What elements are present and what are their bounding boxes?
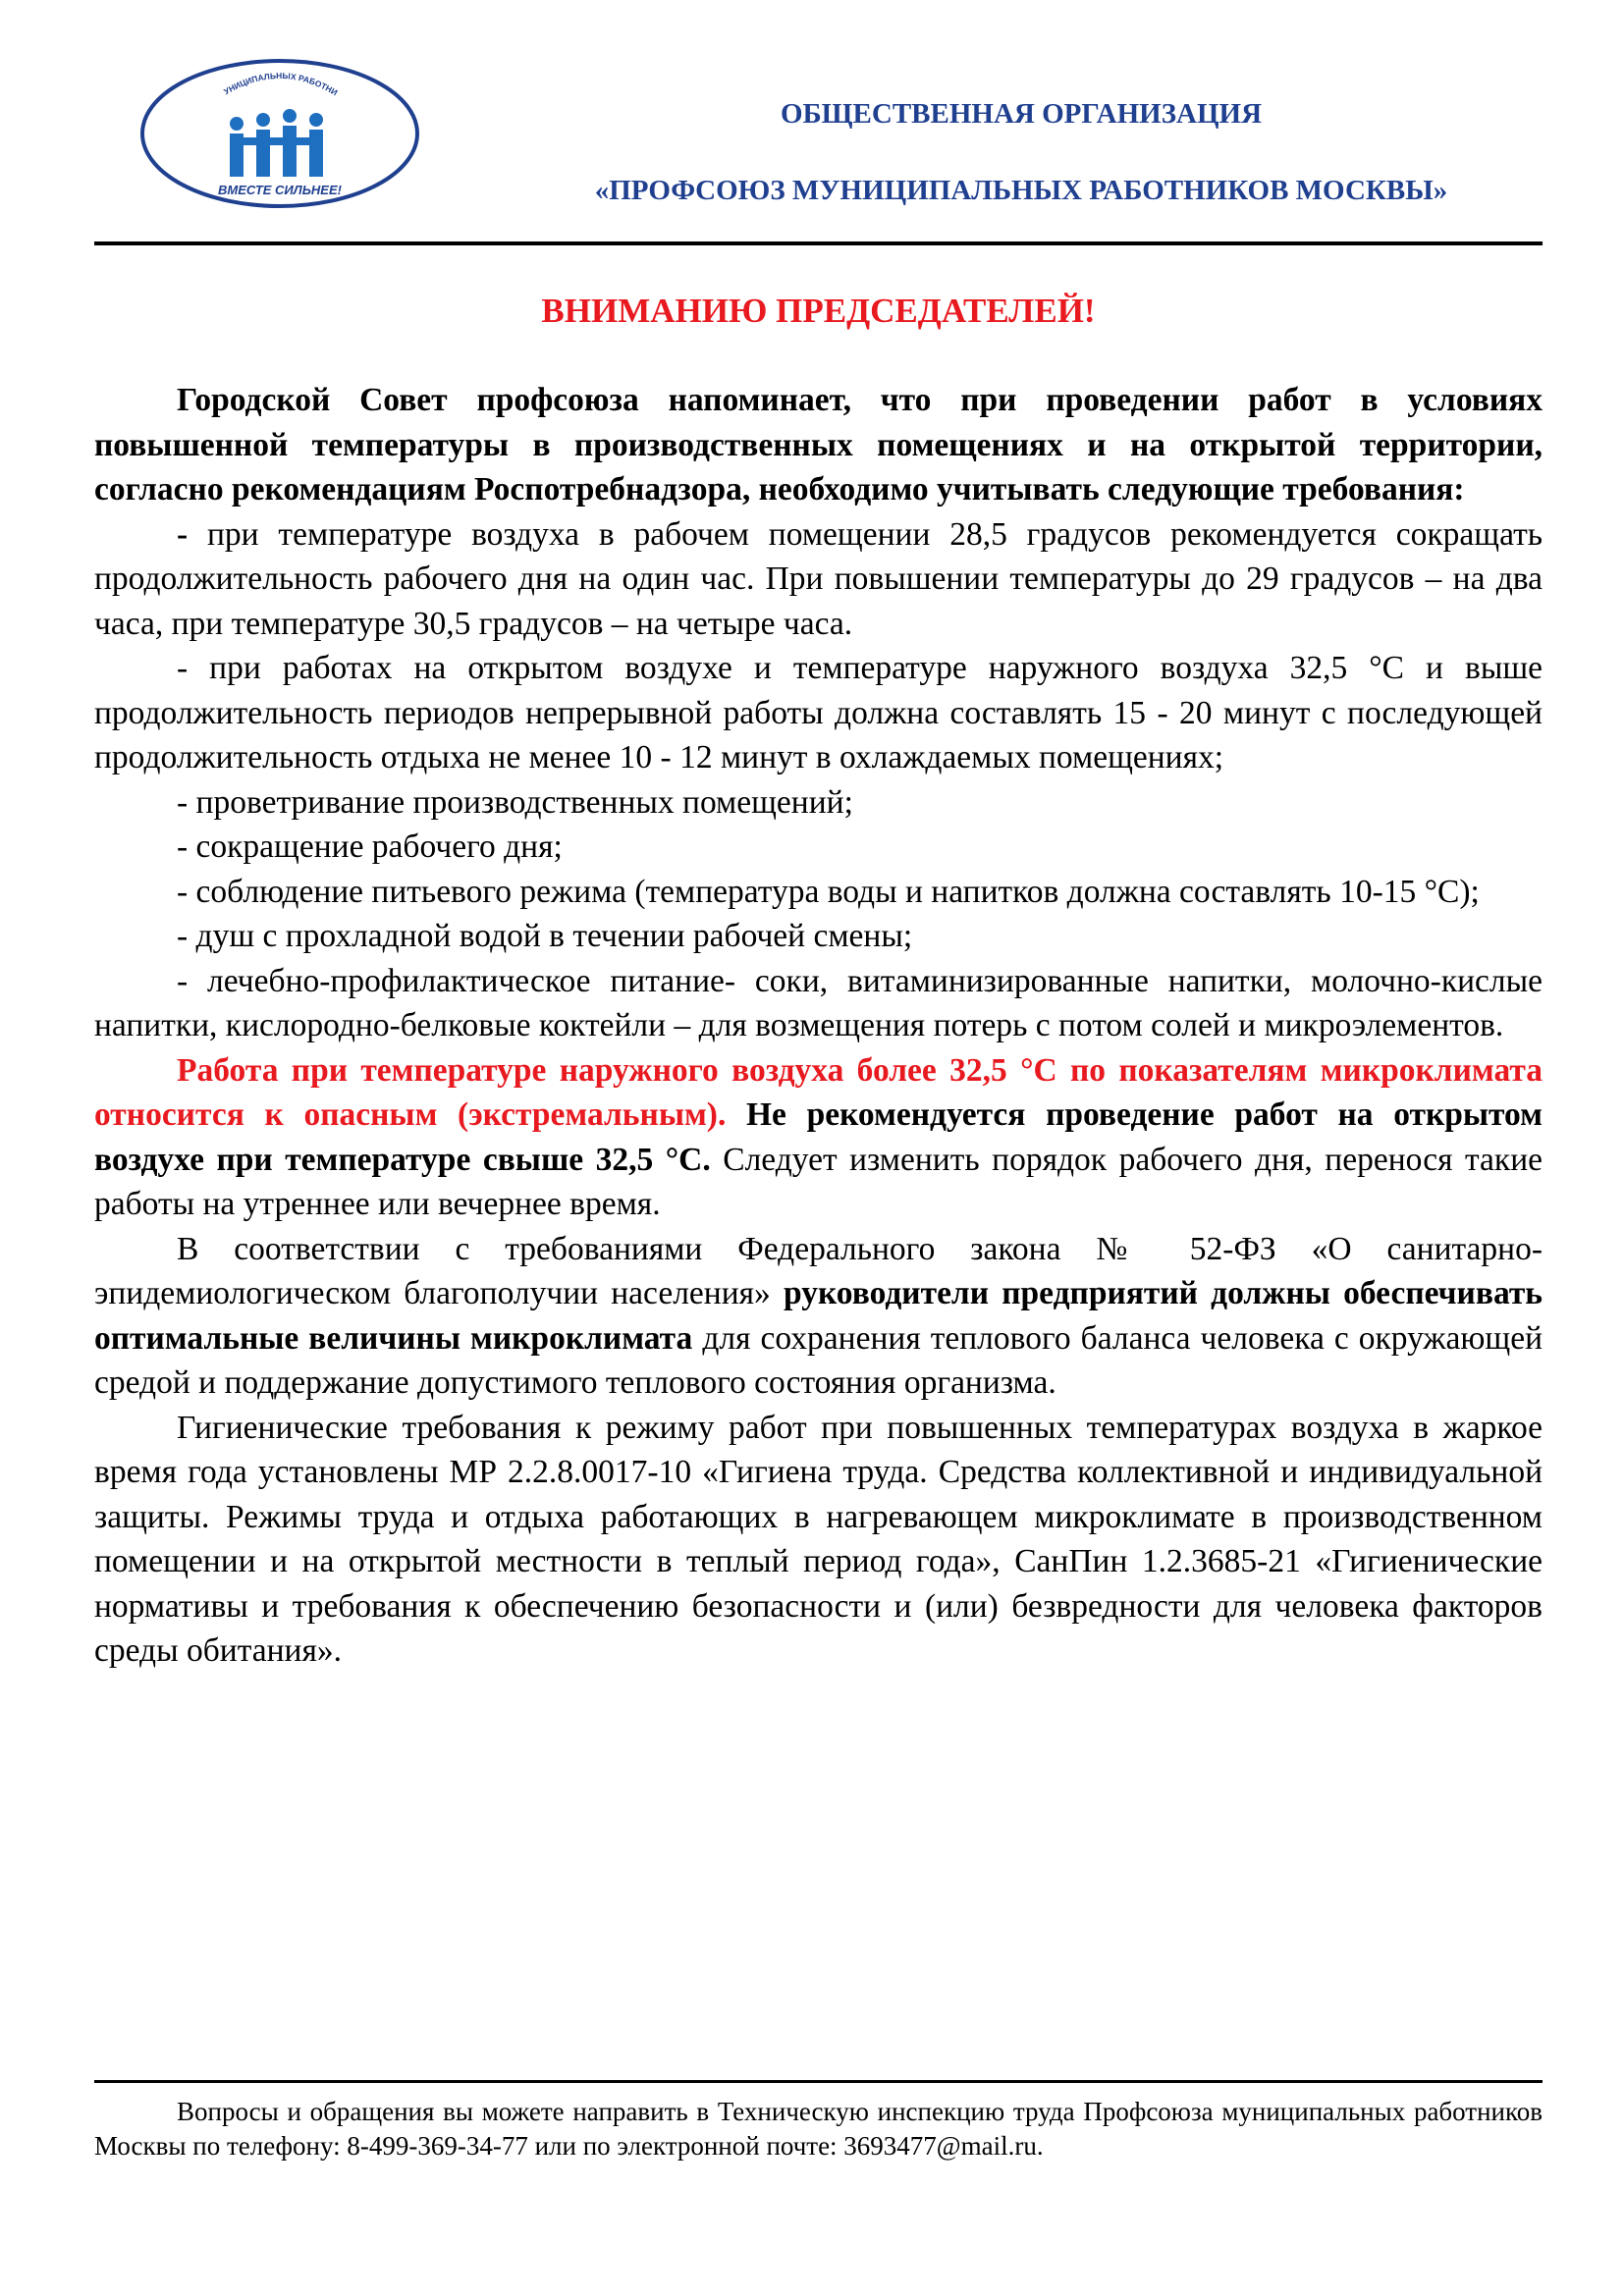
footer-divider bbox=[94, 2080, 1543, 2083]
page-title: ВНИМАНИЮ ПРЕДСЕДАТЕЛЕЙ! bbox=[541, 292, 1096, 330]
org-name-line1: ОБЩЕСТВЕННАЯ ОРГАНИЗАЦИЯ bbox=[780, 98, 1263, 130]
org-name-line2: «ПРОФСОЮЗ МУНИЦИПАЛЬНЫХ РАБОТНИКОВ МОСКВЫ» bbox=[594, 175, 1448, 206]
footer bbox=[94, 2095, 1543, 2163]
people-figures-icon bbox=[230, 109, 323, 177]
logo-arc-text: УНИЦИПАЛЬНЫХ РАБОТНИ bbox=[222, 70, 340, 98]
footer-contact-text: Вопросы и обращения вы можете направить в Техническую инспекцию труда Профсоюза муниципальных работников Москвы по телефону: 8-499-369-34-77 или по электронной почте: 3693477@mail.ru. bbox=[94, 2097, 1543, 2161]
item-dash: - bbox=[177, 515, 189, 553]
law-end-text: для сохранения теплового баланса человека с окружающей средой и поддержание допустимого теплового состояния организма. bbox=[94, 1319, 1543, 1401]
hygiene-paragraph: Гигиенические требования к режиму работ при повышенных температурах воздуха в жаркое время года установлены МР 2.2.8.0017-10 «Гигиена труда. Средства коллективной и индивидуальной защиты. Режимы труда и отдыха работающих в нагревающем микроклимате в производственном помещении и на открытой местности в теплый период года», СанПин 1.2.3685-21 «Гигиенические нормативы и требования к обеспечению безопасности и (или) безвредности для человека факторов среды обитания». bbox=[94, 1409, 1543, 1669]
requirement-item: - соблюдение питьевого режима (температура воды и напитков должна составлять 10-15 °С); bbox=[177, 873, 1480, 910]
intro-text: Городской Совет профсоюза напоминает, что при проведении работ в условиях повышенной температуры в производственных помещениях и на открытой территории, согласно рекомендациям Роспотребнадзора, необходимо учитывать следующие требования: bbox=[94, 382, 1543, 507]
requirement-item bbox=[94, 512, 1543, 647]
intro-paragraph bbox=[94, 378, 1543, 512]
requirement-item: - проветривание производственных помещений; bbox=[177, 783, 853, 821]
document-body bbox=[94, 378, 1543, 1674]
law-bold-text: руководители предприятий должны обеспечивать оптимальные величины микроклимата bbox=[94, 1275, 1543, 1357]
warning-rest-text: Следует изменить порядок рабочего дня, перенося такие работы на утреннее или вечернее время. bbox=[94, 1141, 1543, 1222]
requirement-item: - при работах на открытом воздухе и температуре наружного воздуха 32,5 °С и выше продолжительность периодов непрерывной работы должна составлять 15 - 20 минут с последующей продолжительность отдыха не менее 10 - 12 минут в охлаждаемых помещениях; bbox=[94, 650, 1543, 775]
law-paragraph bbox=[94, 1227, 1543, 1406]
warning-bold-text: Не рекомендуется проведение работ на открытом воздухе при температуре свыше 32,5 °С. bbox=[94, 1096, 1543, 1178]
requirement-item: - сокращение рабочего дня; bbox=[177, 828, 563, 865]
union-logo bbox=[137, 55, 422, 212]
warning-red-text: Работа при температуре наружного воздуха более 32,5 °С по показателям микроклимата относится к опасным (экстремальным). bbox=[94, 1051, 1543, 1133]
item-text: при температуре воздуха в рабочем помещении 28,5 градусов рекомендуется сокращать продолжительность рабочего дня на один час. При повышении температуры до 29 градусов – на два часа, при температуре 30,5 градусов – на четыре часа. bbox=[94, 515, 1543, 642]
requirement-item: - лечебно-профилактическое питание- соки, витаминизированные напитки, молочно-кислые напитки, кислородно-белковые коктейли – для возмещения потерь с потом солей и микроэлементов. bbox=[94, 962, 1543, 1043]
union-logo-emblem bbox=[137, 55, 422, 212]
law-start-text: В соответствии с требованиями Федерального закона № 52-ФЗ «О санитарно-эпидемиологическом благополучии населения» bbox=[94, 1230, 1543, 1311]
requirement-item: - душ с прохладной водой в течении рабочей смены; bbox=[177, 918, 913, 954]
header-divider bbox=[94, 241, 1543, 245]
logo-motto: ВМЕСТЕ СИЛЬНЕЕ! bbox=[218, 183, 342, 197]
warning-paragraph bbox=[94, 1048, 1543, 1227]
